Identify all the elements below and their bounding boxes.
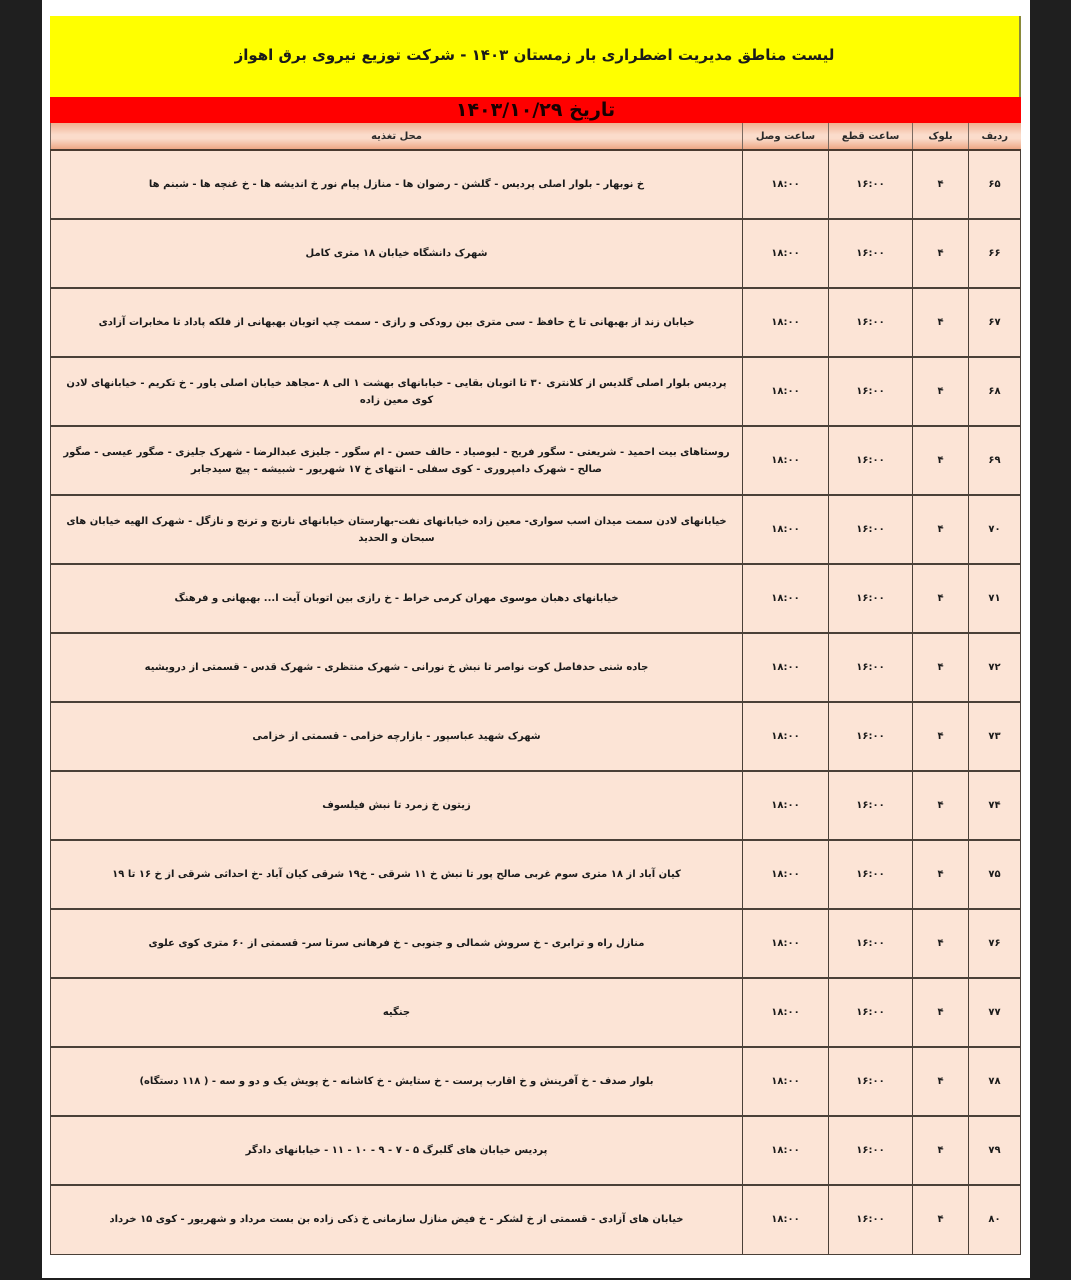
- connect-time-cell: ۱۸:۰۰: [743, 1185, 829, 1254]
- location-cell: روستاهای بیت احمید - شریعتی - سگور فریح - لبوصیاد - حالف حسن - ام سگور - جلیزی عبدالرضا - شهرک جلیزی - صگور عیسی - صگور صالح - شهرک دامپروری - کوی سفلی - انتهای خ ۱۷ شهریور - شبیشه - پیچ سیدجابر: [51, 426, 743, 495]
- table-row: [51, 978, 1021, 1047]
- block-cell: ۴: [913, 1185, 969, 1254]
- cut-time-cell: ۱۶:۰۰: [829, 840, 913, 909]
- connect-time-cell: ۱۸:۰۰: [743, 150, 829, 219]
- location-cell: پردیس خیابان های گلبرگ ۵ - ۷ - ۹ - ۱۰ - ۱۱ - خیابانهای دادگر: [51, 1116, 743, 1185]
- cut-time-cell: ۱۶:۰۰: [829, 702, 913, 771]
- cut-time-cell: ۱۶:۰۰: [829, 978, 913, 1047]
- connect-time-cell: ۱۸:۰۰: [743, 978, 829, 1047]
- location-cell: جاده شنی حدفاصل کوت نواصر تا نبش خ نورانی - شهرک منتظری - شهرک قدس - قسمتی از درویشیه: [51, 633, 743, 702]
- location-cell: پردیس بلوار اصلی گلدیس از کلانتری ۳۰ تا اتوبان بقایی - خیابانهای بهشت ۱ الی ۸ -مجاهد خیابان اصلی یاور - خ تکریم - خیابانهای لادن کوی معین زاده: [51, 357, 743, 426]
- header-block: بلوک: [913, 123, 969, 150]
- cut-time-cell: ۱۶:۰۰: [829, 1047, 913, 1116]
- block-cell: ۴: [913, 150, 969, 219]
- row-number-cell: ۷۲: [969, 633, 1021, 702]
- cut-time-cell: ۱۶:۰۰: [829, 771, 913, 840]
- cut-time-cell: ۱۶:۰۰: [829, 1185, 913, 1254]
- table-row: [51, 495, 1021, 564]
- title-banner: [50, 16, 1021, 97]
- table-row: [51, 219, 1021, 288]
- block-cell: ۴: [913, 357, 969, 426]
- connect-time-cell: ۱۸:۰۰: [743, 495, 829, 564]
- table-header-row: [51, 123, 1021, 150]
- connect-time-cell: ۱۸:۰۰: [743, 840, 829, 909]
- cut-time-cell: ۱۶:۰۰: [829, 150, 913, 219]
- document-page: [42, 0, 1030, 1278]
- block-cell: ۴: [913, 840, 969, 909]
- row-number-cell: ۶۵: [969, 150, 1021, 219]
- block-cell: ۴: [913, 1116, 969, 1185]
- connect-time-cell: ۱۸:۰۰: [743, 633, 829, 702]
- block-cell: ۴: [913, 702, 969, 771]
- block-cell: ۴: [913, 771, 969, 840]
- row-number-cell: ۸۰: [969, 1185, 1021, 1254]
- row-number-cell: ۷۶: [969, 909, 1021, 978]
- table-row: [51, 633, 1021, 702]
- cut-time-cell: ۱۶:۰۰: [829, 1116, 913, 1185]
- block-cell: ۴: [913, 633, 969, 702]
- connect-time-cell: ۱۸:۰۰: [743, 219, 829, 288]
- connect-time-cell: ۱۸:۰۰: [743, 702, 829, 771]
- document-title: لیست مناطق مدیریت اضطراری بار زمستان ۱۴۰۳ - شرکت توزیع نیروی برق اهواز: [234, 45, 835, 64]
- row-number-cell: ۷۴: [969, 771, 1021, 840]
- location-cell: خ نوبهار - بلوار اصلی پردیس - گلشن - رضوان ها - منازل پیام نور خ اندیشه ها - خ غنچه ها - شبنم ها: [51, 150, 743, 219]
- table-row: [51, 150, 1021, 219]
- row-number-cell: ۶۸: [969, 357, 1021, 426]
- header-row-number: ردیف: [969, 123, 1021, 150]
- cut-time-cell: ۱۶:۰۰: [829, 426, 913, 495]
- block-cell: ۴: [913, 564, 969, 633]
- row-number-cell: ۶۹: [969, 426, 1021, 495]
- row-number-cell: ۷۹: [969, 1116, 1021, 1185]
- row-number-cell: ۷۷: [969, 978, 1021, 1047]
- row-number-cell: ۷۳: [969, 702, 1021, 771]
- cut-time-cell: ۱۶:۰۰: [829, 288, 913, 357]
- table-row: [51, 357, 1021, 426]
- table-row: [51, 288, 1021, 357]
- connect-time-cell: ۱۸:۰۰: [743, 426, 829, 495]
- connect-time-cell: ۱۸:۰۰: [743, 1116, 829, 1185]
- connect-time-cell: ۱۸:۰۰: [743, 564, 829, 633]
- cut-time-cell: ۱۶:۰۰: [829, 633, 913, 702]
- table-row: [51, 1185, 1021, 1254]
- header-connect-time: ساعت وصل: [743, 123, 829, 150]
- block-cell: ۴: [913, 978, 969, 1047]
- outage-schedule-table: [50, 123, 1021, 1255]
- row-number-cell: ۷۱: [969, 564, 1021, 633]
- cut-time-cell: ۱۶:۰۰: [829, 564, 913, 633]
- document-date: تاریخ ۱۴۰۳/۱۰/۲۹: [455, 99, 616, 121]
- location-cell: خیابانهای دهبان موسوی مهران کرمی خراط - خ رازی بین اتوبان آیت ا... بهبهانی و فرهنگ: [51, 564, 743, 633]
- connect-time-cell: ۱۸:۰۰: [743, 288, 829, 357]
- row-number-cell: ۷۰: [969, 495, 1021, 564]
- table-body: [51, 150, 1021, 1254]
- block-cell: ۴: [913, 1047, 969, 1116]
- location-cell: شهرک شهید عباسپور - بازارچه خزامی - قسمتی از خزامی: [51, 702, 743, 771]
- connect-time-cell: ۱۸:۰۰: [743, 1047, 829, 1116]
- cut-time-cell: ۱۶:۰۰: [829, 495, 913, 564]
- header-location: محل تغذیه: [51, 123, 743, 150]
- location-cell: جنگیه: [51, 978, 743, 1047]
- connect-time-cell: ۱۸:۰۰: [743, 771, 829, 840]
- location-cell: منازل راه و ترابری - خ سروش شمالی و جنوبی - خ فرهانی سرتا سر- قسمتی از ۶۰ متری کوی علوی: [51, 909, 743, 978]
- location-cell: شهرک دانشگاه خیابان ۱۸ متری کامل: [51, 219, 743, 288]
- table-row: [51, 702, 1021, 771]
- table-row: [51, 771, 1021, 840]
- table-row: [51, 1047, 1021, 1116]
- location-cell: خیابان زند از بهبهانی تا خ حافظ - سی متری بین رودکی و رازی - سمت چپ اتوبان بهبهانی از فلکه پاداد تا مخابرات آزادی: [51, 288, 743, 357]
- row-number-cell: ۶۷: [969, 288, 1021, 357]
- table-row: [51, 1116, 1021, 1185]
- block-cell: ۴: [913, 219, 969, 288]
- row-number-cell: ۷۵: [969, 840, 1021, 909]
- connect-time-cell: ۱۸:۰۰: [743, 357, 829, 426]
- block-cell: ۴: [913, 288, 969, 357]
- cut-time-cell: ۱۶:۰۰: [829, 219, 913, 288]
- location-cell: بلوار صدف - خ آفرینش و خ اقارب پرست - خ ستایش - خ کاشانه - خ پویش یک و دو و سه - ( ۱۱۸ دستگاه): [51, 1047, 743, 1116]
- table-row: [51, 564, 1021, 633]
- location-cell: کیان آباد از ۱۸ متری سوم غربی صالح پور تا نبش خ ۱۱ شرقی - خ۱۹ شرقی کیان آباد -خ احداثی شرقی از خ ۱۶ تا ۱۹: [51, 840, 743, 909]
- date-banner: [50, 97, 1021, 123]
- block-cell: ۴: [913, 909, 969, 978]
- cut-time-cell: ۱۶:۰۰: [829, 909, 913, 978]
- block-cell: ۴: [913, 426, 969, 495]
- table-row: [51, 909, 1021, 978]
- header-cut-time: ساعت قطع: [829, 123, 913, 150]
- cut-time-cell: ۱۶:۰۰: [829, 357, 913, 426]
- table-row: [51, 426, 1021, 495]
- location-cell: خیابان های آزادی - قسمتی از خ لشکر - خ فیض منازل سازمانی خ ذکی زاده بن بست مرداد و شهریور - کوی ۱۵ خرداد: [51, 1185, 743, 1254]
- location-cell: زیتون خ زمرد تا نبش فیلسوف: [51, 771, 743, 840]
- connect-time-cell: ۱۸:۰۰: [743, 909, 829, 978]
- row-number-cell: ۶۶: [969, 219, 1021, 288]
- row-number-cell: ۷۸: [969, 1047, 1021, 1116]
- block-cell: ۴: [913, 495, 969, 564]
- table-row: [51, 840, 1021, 909]
- location-cell: خیابانهای لادن سمت میدان اسب سواری- معین زاده خیابانهای نفت-بهارستان خیابانهای نارنج و ترنج و نازگل - شهرک الهیه خیابان های سبحان و الحدید: [51, 495, 743, 564]
